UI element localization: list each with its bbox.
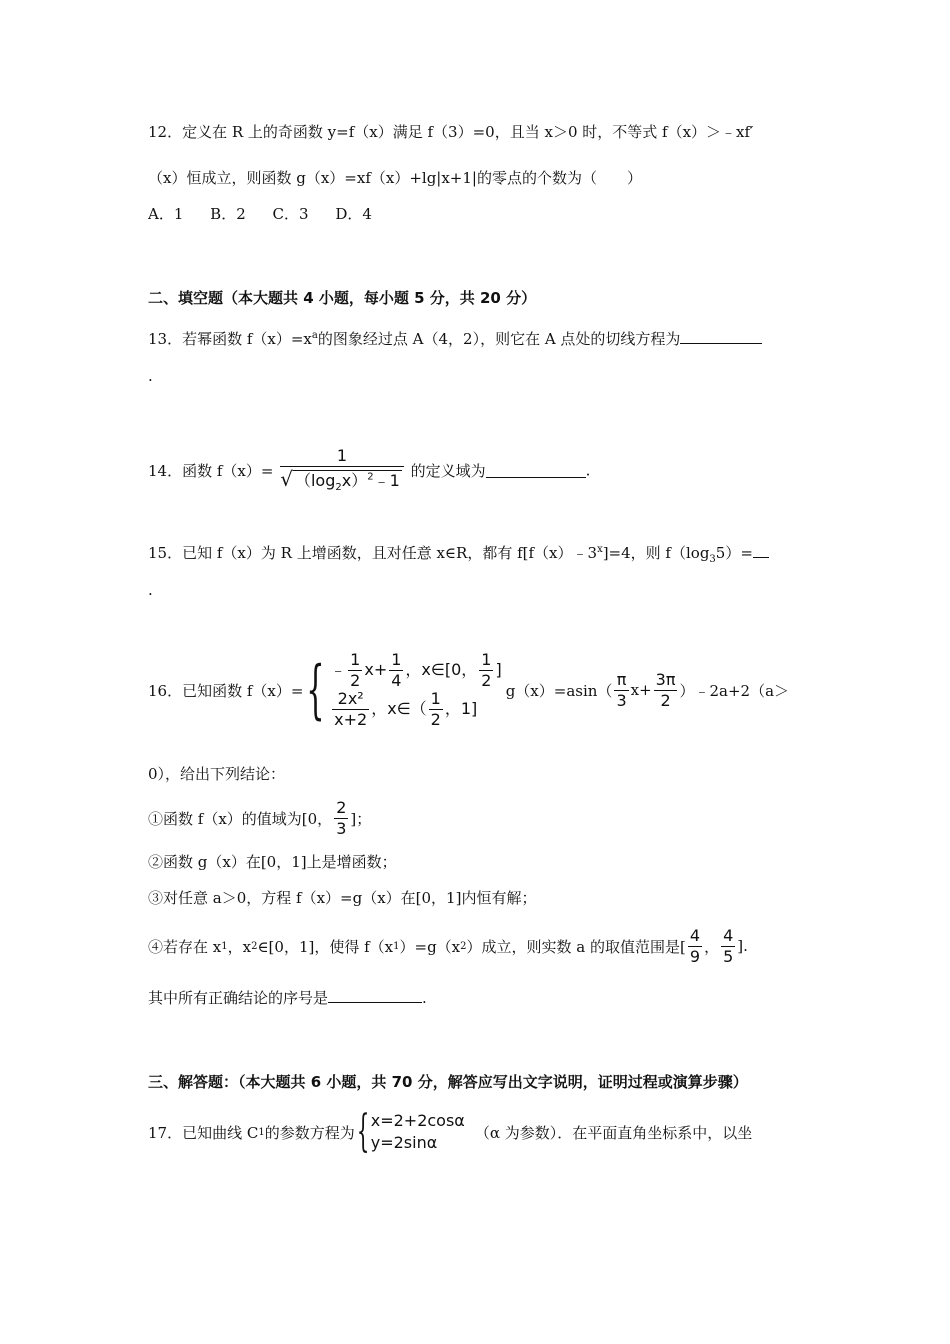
q13-line bbox=[148, 326, 762, 349]
q16-c2-dom: ，x∈（ bbox=[371, 699, 427, 718]
q16-c1-frac1 bbox=[348, 652, 362, 689]
q16-c4-a: ，x bbox=[227, 937, 252, 956]
q13-post: 的图象经过点 A（4，2），则它在 A 点处的切线方程为 bbox=[317, 330, 681, 348]
q17-system bbox=[371, 1110, 465, 1154]
q16-line1 bbox=[148, 642, 789, 738]
q17-sub: 1 bbox=[258, 1126, 265, 1138]
left-brace-icon: { bbox=[306, 653, 325, 727]
q12-line2 bbox=[148, 168, 642, 188]
q16-conclusion-1 bbox=[148, 798, 371, 838]
q14-line bbox=[148, 448, 590, 493]
q16-c1-pre: ①函数 f（x）的值域为[0， bbox=[148, 809, 333, 828]
q16-c1-frac bbox=[334, 797, 348, 838]
q16-c1-post: ]； bbox=[350, 809, 372, 828]
q16-ask bbox=[148, 988, 427, 1008]
q16-c1-frac-n: 2 bbox=[336, 797, 347, 817]
q16-c1-dom: ，x∈[0， bbox=[405, 660, 478, 679]
q12-option-b: B．2 bbox=[210, 205, 246, 223]
q15-end: . bbox=[148, 581, 153, 599]
section2-heading: 二、填空题（本大题共 4 小题，每小题 5 分，共 20 分） bbox=[148, 289, 537, 307]
q15-sup: x bbox=[597, 544, 603, 555]
q17-line bbox=[148, 1108, 752, 1156]
q16-conclusion-3: ③对任意 a＞0，方程 f（x）=g（x）在[0，1]内恒有解； bbox=[148, 889, 537, 907]
q16-c4-d: ）成立，则实数 a 的取值范围是[ bbox=[466, 937, 686, 956]
q17-pre: 17．已知曲线 C bbox=[148, 1123, 259, 1142]
q16-conclusion-2: ②函数 g（x）在[0，1]上是增函数； bbox=[148, 853, 397, 871]
q16-c4-pre: ④若存在 x bbox=[148, 937, 222, 956]
q15-pre: 15．已知 f（x）为 R 上增函数，且对任意 x∈R，都有 f[f（x）﹣3 bbox=[148, 544, 598, 562]
q15-answer-blank bbox=[753, 543, 769, 558]
q16-c4-c: ）=g（x bbox=[399, 937, 461, 956]
q15-post: 5）= bbox=[715, 544, 753, 562]
q16-c4-f2-d: 5 bbox=[723, 946, 734, 966]
q16-c2-f-d: x+2 bbox=[334, 710, 368, 729]
q16-c4-f1-d: 9 bbox=[689, 946, 701, 966]
q16-c1-mid: x+ bbox=[364, 660, 388, 679]
q14-end: . bbox=[585, 461, 591, 480]
q16-answer-blank bbox=[328, 988, 422, 1003]
sqrt-sign-icon: √ bbox=[280, 467, 293, 491]
q16-g-f1-n: π bbox=[616, 669, 627, 689]
q16-c1-frac-d: 3 bbox=[336, 818, 347, 838]
q16-c4-comma: ， bbox=[704, 937, 720, 956]
q15-mid: ]=4，则 f（log bbox=[602, 544, 710, 562]
q12-option-c: C．3 bbox=[272, 205, 309, 223]
q12-options bbox=[148, 204, 372, 224]
q14-rad-sub: 2 bbox=[335, 482, 342, 494]
q16-c2-end: ，1] bbox=[444, 699, 478, 718]
q16-case2 bbox=[330, 691, 502, 728]
q16-c1-f1-d: 2 bbox=[350, 671, 361, 690]
q16-c1-frac2 bbox=[389, 652, 403, 689]
q16-line2: 0），给出下列结论： bbox=[148, 765, 286, 783]
q16-pre: 16．已知函数 f（x）= bbox=[148, 681, 304, 700]
q17-mid: 的参数方程为 bbox=[264, 1123, 355, 1142]
q16-c4-f2-n: 4 bbox=[723, 925, 734, 945]
q16-conclusion-4 bbox=[148, 924, 748, 968]
q17-eq1: x=2+2cosα bbox=[370, 1111, 465, 1130]
q16-c1-f2-n: 1 bbox=[391, 650, 402, 669]
q14-rad-mid: x） bbox=[341, 471, 368, 490]
q16-case1 bbox=[330, 652, 502, 689]
q12-text2: （x）恒成立，则函数 g（x）=xf（x）+lg|x+1|的零点的个数为（ ） bbox=[148, 169, 642, 187]
q12-line1 bbox=[148, 122, 753, 142]
q16-c2-f-n: 2x² bbox=[337, 689, 364, 708]
q16-ask-end: . bbox=[422, 989, 427, 1007]
q13-exp: a bbox=[311, 330, 318, 341]
q16-ask-text: 其中所有正确结论的序号是 bbox=[148, 989, 329, 1007]
q14-pre: 14．函数 f（x）= bbox=[148, 462, 274, 481]
q16-cases bbox=[330, 652, 502, 728]
q16-c4-s2: 2 bbox=[251, 940, 258, 952]
q16-g-post: ）﹣2a+2（a＞ bbox=[679, 681, 790, 700]
q14-numerator: 1 bbox=[336, 446, 348, 465]
q16-c4-frac1 bbox=[688, 925, 702, 966]
q16-g-f1-d: 3 bbox=[616, 690, 627, 710]
q16-c4-s4: 2 bbox=[460, 940, 467, 952]
q16-c2-frac2 bbox=[429, 691, 443, 728]
q17-eq2: y=2sinα bbox=[370, 1133, 438, 1152]
q14-rad-pre: （log bbox=[294, 471, 336, 490]
q12-text1: 12．定义在 R 上的奇函数 y=f（x）满足 f（3）=0，且当 x＞0 时，不等式 f（x）＞﹣xf′ bbox=[148, 123, 754, 141]
q16-g-f2-d: 2 bbox=[654, 690, 678, 709]
q14-rad-post: ﹣1 bbox=[373, 471, 400, 490]
q16-c1-f2-d: 4 bbox=[391, 671, 402, 690]
q13-pre: 13．若幂函数 f（x）=x bbox=[148, 330, 312, 348]
q16-c2-f2-d: 2 bbox=[430, 710, 441, 729]
q16-c4-s1: 1 bbox=[221, 940, 228, 952]
q16-c4-end: ]. bbox=[737, 937, 748, 955]
section3-heading: 三、解答题：（本大题共 6 小题，共 70 分，解答应写出文字说明，证明过程或演算步骤） bbox=[148, 1073, 748, 1091]
q16-g-f2-n: 3π bbox=[655, 669, 676, 689]
q16-c1-frac3 bbox=[479, 652, 493, 689]
q16-c1-f1-n: 1 bbox=[350, 650, 361, 669]
q16-c4-frac2 bbox=[721, 925, 735, 966]
q14-denominator bbox=[280, 466, 404, 493]
q16-g-frac1 bbox=[614, 669, 628, 710]
q16-c1-f3-n: 1 bbox=[481, 650, 492, 669]
left-brace-icon: { bbox=[356, 1106, 370, 1157]
q16-c1-end: ] bbox=[495, 660, 502, 679]
q16-g-frac2 bbox=[654, 669, 678, 710]
q12-option-d: D．4 bbox=[335, 205, 372, 223]
q16-c4-f1-n: 4 bbox=[689, 925, 701, 945]
q13-answer-blank bbox=[680, 329, 762, 344]
q14-fraction bbox=[280, 448, 404, 493]
q16-g-mid: x+ bbox=[630, 681, 652, 699]
q12-option-a: A．1 bbox=[148, 205, 184, 223]
q15-sub: 3 bbox=[709, 554, 716, 565]
q16-c1-minus: ﹣ bbox=[330, 660, 347, 679]
q16-c2-frac1 bbox=[332, 691, 369, 728]
q14-post: 的定义域为 bbox=[410, 462, 486, 481]
q16-c1-f3-d: 2 bbox=[481, 671, 492, 690]
q16-c4-b: ∈[0，1]，使得 f（x bbox=[257, 937, 394, 956]
q16-g-pre: g（x）=asin（ bbox=[505, 681, 613, 700]
q16-c2-f2-n: 1 bbox=[430, 689, 441, 708]
q13-end: . bbox=[148, 367, 153, 385]
q14-rad-sup: 2 bbox=[367, 471, 374, 483]
q14-radicand bbox=[293, 470, 402, 494]
q16-c4-s3: 1 bbox=[393, 940, 400, 952]
q16-piecewise bbox=[303, 652, 501, 728]
q17-post: （α 为参数）．在平面直角坐标系中，以坐 bbox=[474, 1123, 753, 1142]
q15-line bbox=[148, 540, 769, 570]
q14-answer-blank bbox=[486, 463, 586, 478]
